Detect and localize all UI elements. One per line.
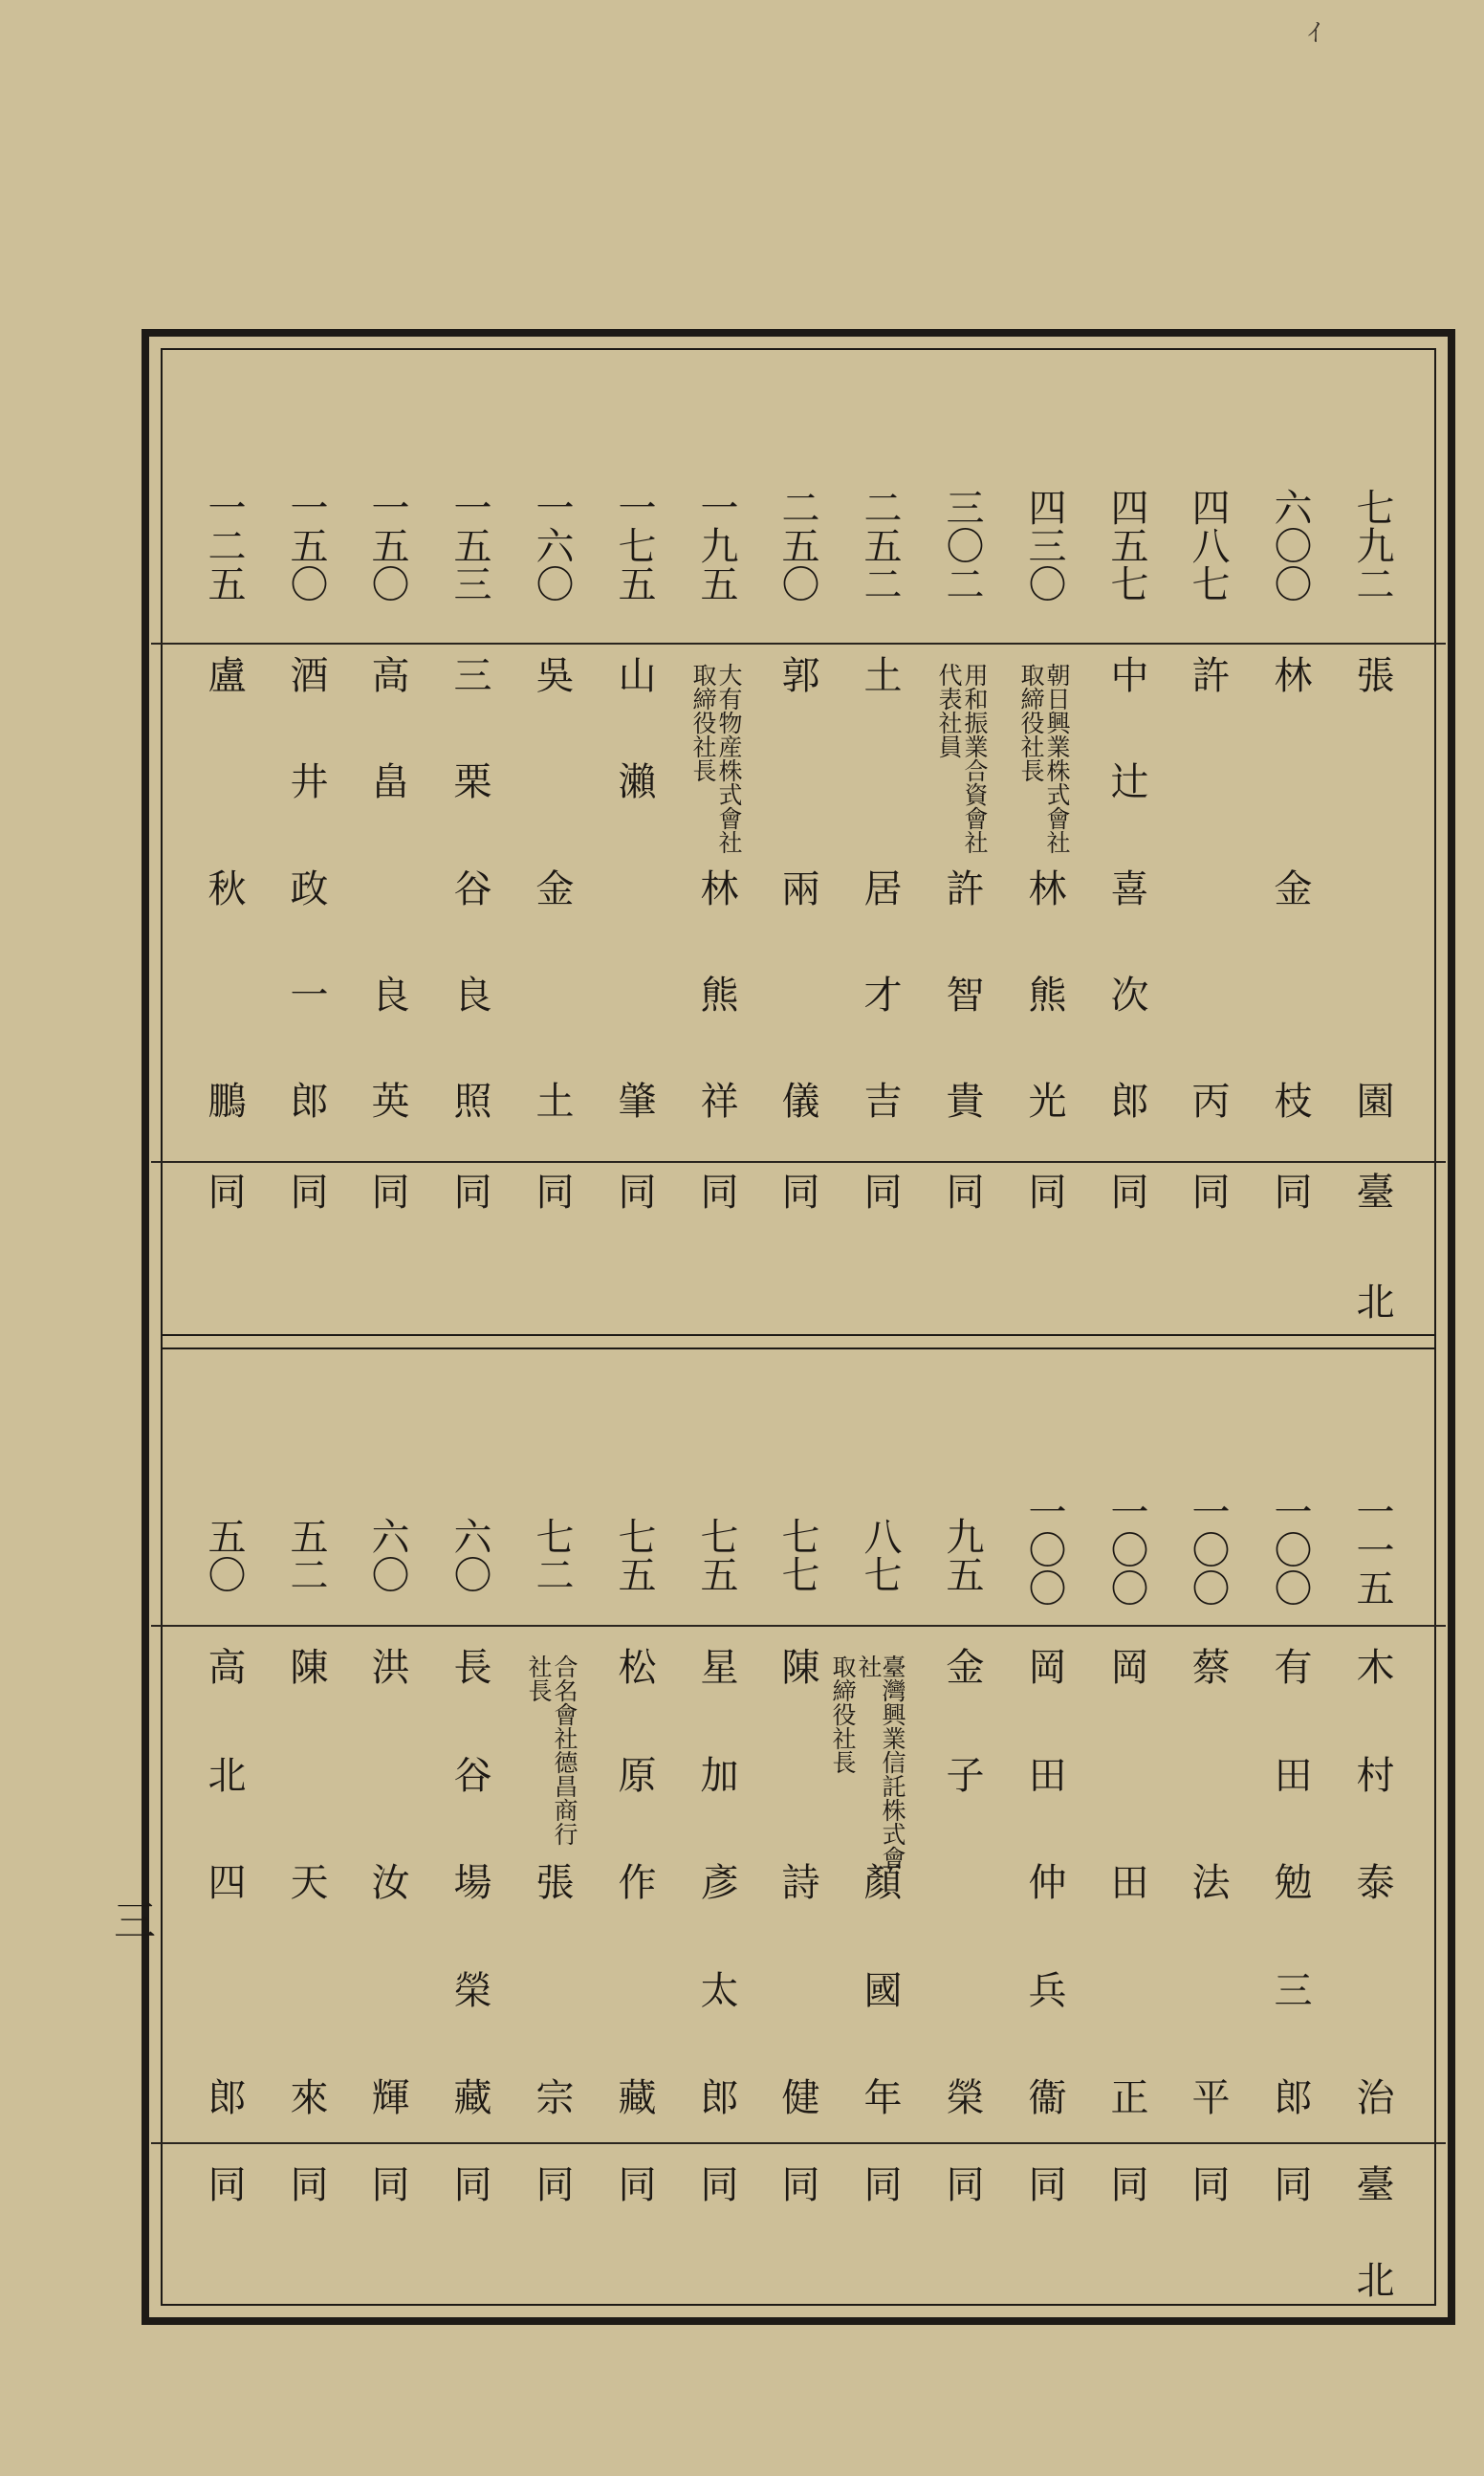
name-character: 陳 [775,1647,819,1685]
location [195,2164,252,2222]
location-character: 同 [202,1172,246,1210]
name-character: 天 [284,1862,328,1900]
location-character: 同 [694,1172,738,1210]
note-line: 大有物産株式會社 [715,663,743,854]
holder-name [1098,1647,1155,2115]
location [441,1172,498,1229]
name-character: 盧 [202,655,246,693]
holder-name [769,1647,826,2115]
share-count: 七二 [530,1517,574,1593]
location-character: 同 [1104,2164,1148,2202]
name-character: 高 [202,1647,246,1685]
rule-number-bottom [151,1625,1446,1627]
name-character: 貴 [940,1081,984,1119]
name-character: 太 [694,1969,738,2008]
location-character: 同 [284,2164,328,2202]
name-character: 陳 [284,1647,328,1685]
share-count: 一九五 [694,488,738,603]
name-character: 三 [447,655,491,693]
note-line: 合名會社德昌商行 [551,1654,578,1846]
holder-name [687,1647,745,2115]
location-character: 同 [1268,1172,1312,1210]
location [1098,1172,1155,1229]
name-character: 中 [1104,655,1148,693]
name-character: 勉 [1268,1862,1312,1900]
name-character: 鵬 [202,1081,246,1119]
name-character: 田 [1268,1754,1312,1793]
name-character: 木 [1350,1647,1394,1685]
share-count: 二五二 [858,488,902,603]
name-character: 榮 [447,1969,491,2008]
name-character: 山 [612,655,656,693]
share-count: 一〇〇 [1104,1492,1148,1607]
name-character: 吉 [858,1081,902,1119]
location-character: 同 [775,1172,819,1210]
name-character: 金 [1268,867,1312,907]
location [851,1172,908,1229]
name-character: 金 [530,867,574,907]
name-character: 智 [940,974,984,1013]
name-character: 長 [447,1647,491,1685]
name-character: 吳 [530,655,574,693]
name-character: 輝 [365,2077,409,2115]
name-character: 林 [1268,655,1312,693]
share-count: 六〇〇 [1268,488,1312,603]
name-character: 栗 [447,761,491,800]
name-character: 顏 [858,1862,902,1900]
name-character: 原 [612,1754,656,1793]
name-character: 兵 [1022,1969,1066,2008]
name-character: 藏 [447,2077,491,2115]
location [441,2164,498,2222]
holder-name [359,1647,416,2115]
location [1343,1172,1401,1320]
holder-name [851,655,908,1119]
location-character: 臺 [1350,2164,1394,2202]
name-character: 松 [612,1647,656,1685]
note-line: 臺灣興業信託株式會社 [855,1654,906,1870]
location [359,2164,416,2222]
name-character: 年 [858,2077,902,2115]
name-character: 許 [940,867,984,907]
name-character: 谷 [447,1754,491,1793]
name-character: 英 [365,1081,409,1119]
company-title-note [829,1654,906,1878]
location [605,2164,663,2222]
name-character: 場 [447,1862,491,1900]
name-character: 有 [1268,1647,1312,1685]
holder-name [441,1647,498,2115]
name-character: 畠 [365,761,409,800]
company-title-note [689,663,743,887]
location-character: 同 [940,1172,984,1210]
share-count: 四五七 [1104,488,1148,603]
share-count: 七九二 [1350,488,1394,603]
holder-name [277,1647,335,2115]
holder-name [441,655,498,1119]
note-line: 取締役社長 [829,1654,857,1774]
location-character: 同 [202,2164,246,2202]
name-character: 郎 [694,2077,738,2115]
name-character: 正 [1104,2077,1148,2115]
location [277,1172,335,1229]
note-line: 取締役社長 [1017,663,1045,782]
share-count: 八七 [858,1517,902,1593]
name-character: 仲 [1022,1862,1066,1900]
share-count: 九五 [940,1517,984,1593]
share-count: 七五 [694,1517,738,1593]
note-line: 取締役社長 [689,663,717,782]
name-character: 村 [1350,1754,1394,1793]
name-character: 郭 [775,655,819,693]
holder-name [1343,655,1401,1119]
name-character: 健 [775,2077,819,2115]
name-character: 四 [202,1862,246,1900]
location [1015,2164,1073,2222]
location [769,1172,826,1229]
name-character: 兩 [775,867,819,907]
name-character: 藏 [612,2077,656,2115]
name-character: 彥 [694,1862,738,1900]
location-character: 北 [1350,2260,1394,2298]
location-character: 同 [447,1172,491,1210]
location-character: 同 [447,2164,491,2202]
share-count: 七五 [612,1517,656,1593]
note-line: 朝日興業株式會社 [1043,663,1071,854]
name-character: 園 [1350,1081,1394,1119]
name-character: 汝 [365,1862,409,1900]
holder-name [1015,1647,1073,2115]
name-character: 辻 [1104,761,1148,800]
name-character: 國 [858,1969,902,2008]
holder-name [605,1647,663,2115]
name-character: 熊 [1022,974,1066,1013]
name-character: 郎 [202,2077,246,2115]
name-character: 子 [940,1754,984,1793]
location [687,2164,745,2222]
name-character: 林 [694,867,738,907]
holder-name [523,655,580,1119]
location-character: 同 [1022,2164,1066,2202]
corner-mark: ｲ [1308,19,1321,48]
name-character: 肇 [612,1081,656,1119]
location [1179,2164,1236,2222]
location [523,2164,580,2222]
name-character: 枝 [1268,1081,1312,1119]
share-count: 一〇〇 [1186,1492,1230,1607]
holder-name [1261,1647,1319,2115]
location-character: 同 [1268,2164,1312,2202]
location-character: 同 [1186,1172,1230,1210]
location-character: 同 [1022,1172,1066,1210]
name-character: 酒 [284,655,328,693]
name-character: 法 [1186,1862,1230,1900]
location-character: 同 [612,2164,656,2202]
location-character: 同 [1186,2164,1230,2202]
holder-name [1261,655,1319,1119]
name-character: 井 [284,761,328,800]
share-count: 一〇〇 [1022,1492,1066,1607]
name-character: 政 [284,867,328,907]
note-line: 用和振業合資會社 [961,663,989,854]
rule-number-top [151,643,1446,645]
location [277,2164,335,2222]
name-character: 良 [447,974,491,1013]
location [605,1172,663,1229]
name-character: 郎 [284,1081,328,1119]
name-character: 岡 [1022,1647,1066,1685]
holder-name [1098,655,1155,1119]
name-character: 次 [1104,974,1148,1013]
location-character: 臺 [1350,1172,1394,1210]
name-character: 土 [858,655,902,693]
holder-name [195,1647,252,2115]
name-character: 儀 [775,1081,819,1119]
share-count: 一一五 [1350,1492,1394,1607]
name-character: 治 [1350,2077,1394,2115]
page-number: 三 [106,1898,155,1940]
location-character: 同 [530,2164,574,2202]
location [1179,1172,1236,1229]
share-count: 三〇二 [940,488,984,603]
location-character: 同 [858,2164,902,2202]
location-character: 同 [365,1172,409,1210]
rule-location-top [151,1161,1446,1163]
share-count: 一七五 [612,488,656,603]
holder-name [195,655,252,1119]
location-character: 同 [284,1172,328,1210]
company-title-note [525,1654,578,1878]
name-character: 瀨 [612,761,656,800]
name-character: 衞 [1022,2077,1066,2115]
holder-name [1179,1647,1236,2115]
name-character: 田 [1104,1862,1148,1900]
name-character: 田 [1022,1754,1066,1793]
name-character: 岡 [1104,1647,1148,1685]
share-count: 二五〇 [775,488,819,603]
holder-name [933,1647,991,2115]
location [359,1172,416,1229]
name-character: 北 [202,1754,246,1793]
name-character: 才 [858,974,902,1013]
name-character: 詩 [775,1862,819,1900]
name-character: 一 [284,974,328,1013]
note-line: 代表社員 [935,663,963,758]
location-character: 同 [775,2164,819,2202]
name-character: 照 [447,1081,491,1119]
name-character: 谷 [447,867,491,907]
location-character: 同 [858,1172,902,1210]
location [851,2164,908,2222]
location [1098,2164,1155,2222]
share-count: 四八七 [1186,488,1230,603]
share-count: 四三〇 [1022,488,1066,603]
name-character: 許 [1186,655,1230,693]
name-character: 作 [612,1862,656,1900]
name-character: 居 [858,867,902,907]
name-character: 宗 [530,2077,574,2115]
name-character: 丙 [1186,1081,1230,1119]
share-count: 五〇 [202,1517,246,1593]
location-character: 同 [694,2164,738,2202]
share-count: 一五〇 [365,488,409,603]
share-count: 七七 [775,1517,819,1593]
location [1343,2164,1401,2298]
name-character: 郎 [1104,1081,1148,1119]
name-character: 喜 [1104,867,1148,907]
share-count: 一〇〇 [1268,1492,1312,1607]
location [933,2164,991,2222]
name-character: 林 [1022,867,1066,907]
name-character: 蔡 [1186,1647,1230,1685]
section-separator [161,1334,1436,1349]
location-character: 同 [365,2164,409,2202]
name-character: 張 [1350,655,1394,693]
location-character: 同 [530,1172,574,1210]
name-character: 熊 [694,974,738,1013]
location [195,1172,252,1229]
name-character: 平 [1186,2077,1230,2115]
name-character: 祥 [694,1081,738,1119]
location [933,1172,991,1229]
name-character: 泰 [1350,1862,1394,1900]
name-character: 秋 [202,867,246,907]
name-character: 三 [1268,1969,1312,2008]
name-character: 郎 [1268,2077,1312,2115]
name-character: 光 [1022,1081,1066,1119]
location [1261,2164,1319,2222]
location-character: 同 [612,1172,656,1210]
name-character: 土 [530,1081,574,1119]
name-character: 洪 [365,1647,409,1685]
location [523,1172,580,1229]
holder-name [277,655,335,1119]
holder-name [769,655,826,1119]
share-count: 一五〇 [284,488,328,603]
share-count: 六〇 [365,1517,409,1593]
note-line: 社長 [525,1654,553,1702]
company-title-note [935,663,989,887]
share-count: 一五三 [447,488,491,603]
name-character: 來 [284,2077,328,2115]
location [1015,1172,1073,1229]
name-character: 良 [365,974,409,1013]
location-character: 北 [1350,1282,1394,1320]
holder-name [1343,1647,1401,2115]
share-count: 一二五 [202,488,246,603]
location-character: 同 [940,2164,984,2202]
location [1261,1172,1319,1229]
name-character: 張 [530,1862,574,1900]
name-character: 加 [694,1754,738,1793]
location [687,1172,745,1229]
name-character: 高 [365,655,409,693]
location [769,2164,826,2222]
share-count: 一六〇 [530,488,574,603]
holder-name [605,655,663,1119]
company-title-note [1017,663,1071,887]
name-character: 金 [940,1647,984,1685]
name-character: 榮 [940,2077,984,2115]
share-count: 五二 [284,1517,328,1593]
name-character: 星 [694,1647,738,1685]
share-count: 六〇 [447,1517,491,1593]
holder-name [359,655,416,1119]
holder-name [1179,655,1236,1119]
rule-location-bottom [151,2142,1446,2144]
location-character: 同 [1104,1172,1148,1210]
